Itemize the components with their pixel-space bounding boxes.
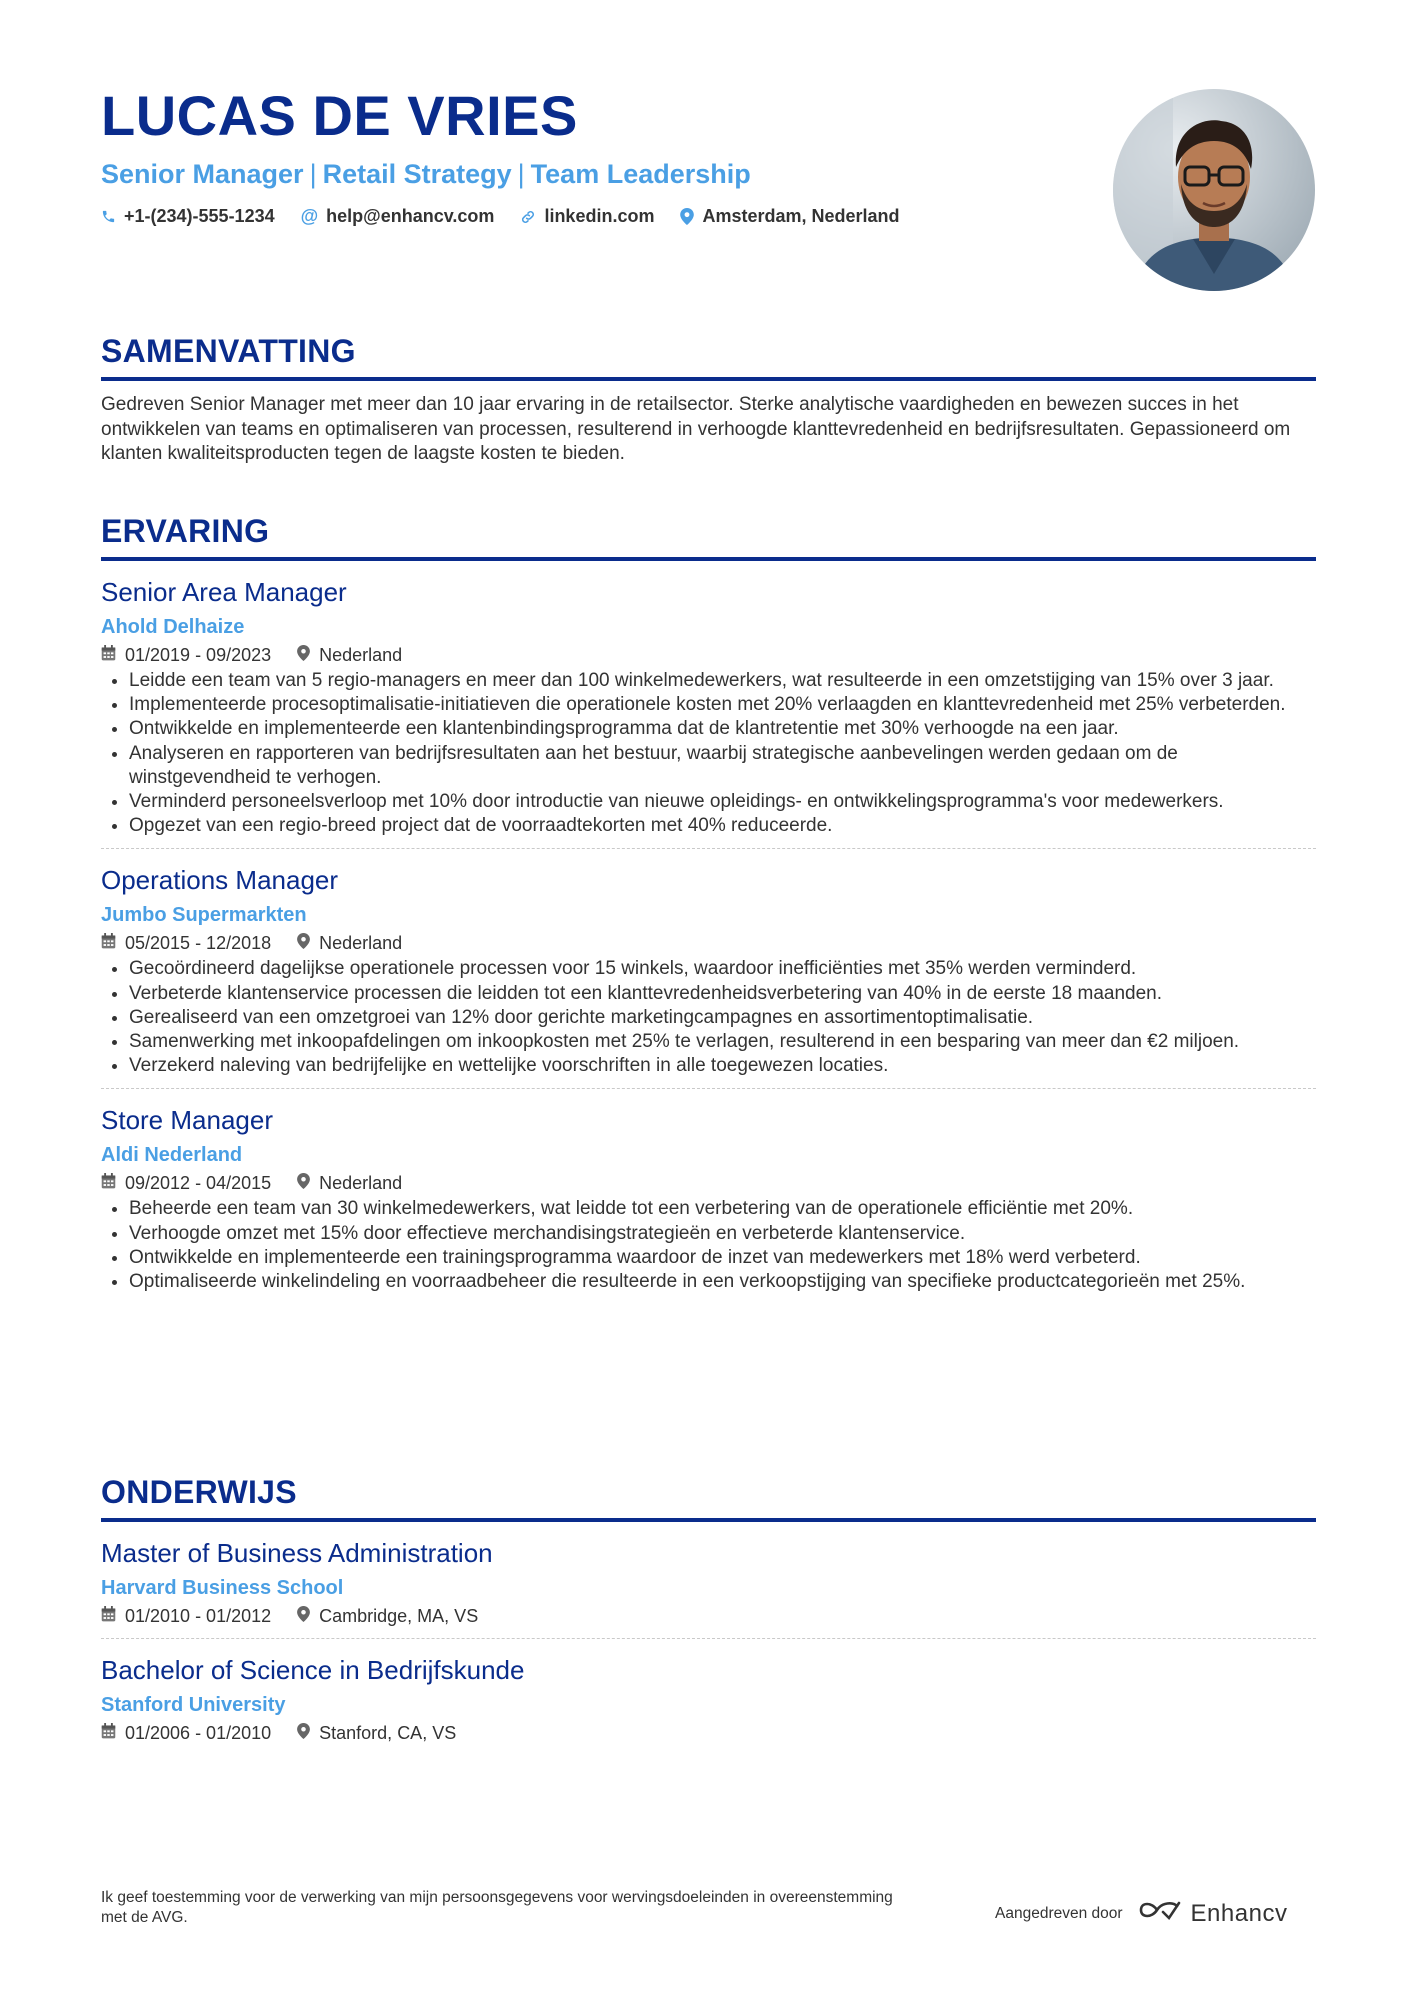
experience-entry: [101, 575, 1316, 849]
location-pin-icon: [297, 643, 310, 667]
location-text: Nederland: [319, 645, 403, 665]
powered-by[interactable]: [995, 1899, 1287, 1928]
section-divider: [101, 557, 1316, 561]
location-pin-icon: [297, 931, 310, 955]
headline-item: Senior Manager: [101, 159, 304, 189]
calendar-icon: [101, 1171, 116, 1195]
contact-row: [101, 206, 1081, 227]
brand-logo: [1137, 1899, 1288, 1928]
entry-location: [297, 1721, 456, 1745]
headline-item: Retail Strategy: [322, 159, 512, 189]
calendar-icon: [101, 643, 116, 667]
school-name: Harvard Business School: [101, 1577, 344, 1599]
list-item: • Ontwikkelde en implementeerde een trainingsprogramma waardoor de inzet van medewerkers met 18% werd verbeterd.: [129, 1246, 1316, 1270]
section-divider: [101, 1518, 1316, 1522]
list-item: • Verzekerd naleving van bedrijfelijke en wettelijke voorschriften in alle toegewezen locaties.: [129, 1054, 1316, 1078]
location-pin-icon: [680, 208, 694, 225]
calendar-icon: [101, 931, 116, 955]
list-item: • Leidde een team van 5 regio-managers en meer dan 100 winkelmedewerkers, wat resulteerde in een omzetstijging van 15% over 3 jaar.: [129, 669, 1316, 693]
entry-divider: [101, 1638, 1316, 1639]
location-text: Nederland: [319, 933, 403, 954]
date-text: 09/2012 - 04/2015: [125, 1173, 272, 1194]
date-range: [101, 1171, 271, 1195]
entry-divider: [101, 1088, 1316, 1089]
entry-location: [297, 931, 402, 955]
list-item: • Samenwerking met inkoopafdelingen om inkoopkosten met 25% te verlagen, resulterend in een besparing van meer dan €2 miljoen.: [129, 1030, 1316, 1054]
contact-location: [680, 206, 899, 227]
date-range: [101, 1721, 271, 1745]
consent-notice: Ik geef toestemming voor de verwerking van mijn persoonsgegevens voor wervingsdoeleinden in overeenstemming met de AVG.: [101, 1889, 893, 1926]
achievement-list: [101, 669, 1316, 838]
list-item: • Analyseren en rapporteren van bedrijfsresultaten aan het bestuur, waarbij strategische aanbevelingen werden gedaan om de winstgevendheid te verhogen.: [129, 742, 1316, 790]
phone-icon: [101, 209, 116, 224]
location-pin-icon: [297, 1171, 310, 1195]
section-divider: [101, 377, 1316, 381]
at-icon: @: [300, 206, 319, 226]
section-title: ERVARING: [101, 513, 270, 549]
powered-by-label: Aangedreven door: [995, 1904, 1123, 1922]
entry-location: [297, 643, 402, 667]
resume-header: [101, 82, 1081, 227]
entry-location: [297, 1604, 478, 1628]
list-item: • Optimaliseerde winkelindeling en voorraadbeheer die resulteerde in een verkoopstijging van specifieke productcategorieën met 25%.: [129, 1270, 1316, 1294]
location-pin-icon: [297, 1721, 310, 1745]
achievement-list: [101, 957, 1316, 1078]
entry-meta: [101, 643, 1316, 667]
contact-email[interactable]: [301, 206, 495, 227]
degree-title: Bachelor of Science in Bedrijfskunde: [101, 1655, 525, 1685]
calendar-icon: [101, 1721, 116, 1745]
date-text: 05/2015 - 12/2018: [125, 933, 272, 954]
entry-meta: [101, 1604, 1316, 1628]
entry-meta: [101, 1721, 1316, 1745]
education-entry: [101, 1653, 1316, 1745]
location-text: Nederland: [319, 1173, 403, 1194]
date-text: 01/2010 - 01/2012: [125, 1606, 272, 1626]
profile-photo: [1113, 89, 1315, 291]
job-title: Operations Manager: [101, 865, 339, 896]
job-title: Senior Area Manager: [101, 577, 347, 607]
infinity-icon: [1137, 1899, 1183, 1928]
entry-location: [297, 1171, 402, 1195]
link-icon: [520, 209, 536, 225]
date-text: 01/2006 - 01/2010: [125, 1723, 272, 1743]
location-text: Amsterdam, Nederland: [702, 206, 900, 226]
candidate-name: LUCAS DE VRIES: [101, 84, 578, 147]
location-text: Cambridge, MA, VS: [319, 1606, 479, 1626]
contact-linkedin[interactable]: [520, 206, 654, 227]
education-entry: [101, 1536, 1316, 1639]
section-title: ONDERWIJS: [101, 1474, 297, 1510]
location-pin-icon: [297, 1604, 310, 1628]
headline: [101, 156, 1081, 192]
list-item: • Beheerde een team van 30 winkelmedewerkers, wat leidde tot een verbetering van de operationele efficiëntie met 20%.: [129, 1197, 1316, 1221]
list-item: • Ontwikkelde en implementeerde een klantenbindingsprogramma dat de klantretentie met 30% verhoogde na een jaar.: [129, 717, 1316, 741]
list-item: • Verminderd personeelsverloop met 10% door introductie van nieuwe opleidings- en ontwikkelingsprogramma's voor medewerkers.: [129, 790, 1316, 814]
location-text: Stanford, CA, VS: [319, 1723, 457, 1743]
entry-divider: [101, 848, 1316, 849]
contact-phone[interactable]: [101, 206, 275, 227]
calendar-icon: [101, 1604, 116, 1628]
date-text: 01/2019 - 09/2023: [125, 645, 272, 665]
phone-text: +1-(234)-555-1234: [124, 206, 275, 226]
date-range: [101, 643, 271, 667]
headline-separator: |: [517, 159, 525, 189]
summary-text: Gedreven Senior Manager met meer dan 10 jaar ervaring in de retailsector. Sterke analytische vaardigheden en bewezen succes in het ontwikkelen van teams en optimaliseren van processen, resulterend in verhoogde klanttevredenheid en bedrijfsresultaten. Gepassioneerd om klanten kwaliteitsproducten tegen de laagste kosten te bieden.: [101, 394, 1291, 464]
education-section: [101, 1472, 1316, 1745]
list-item: • Opgezet van een regio-breed project dat de voorraadtekorten met 40% reduceerde.: [129, 814, 1316, 838]
company-name: Jumbo Supermarkten: [101, 904, 307, 927]
headline-separator: |: [309, 159, 317, 189]
experience-entry: [101, 1103, 1316, 1294]
list-item: • Verbeterde klantenservice processen die leidden tot een klanttevredenheidsverbetering van 40% in de eerste 18 maanden.: [129, 982, 1316, 1006]
list-item: • Verhoogde omzet met 15% door effectieve merchandisingstrategieën en verbeterde klantenservice.: [129, 1222, 1316, 1246]
list-item: • Gecoördineerd dagelijkse operationele processen voor 15 winkels, waardoor inefficiënties met 35% werden verminderd.: [129, 957, 1316, 981]
date-range: [101, 931, 271, 955]
brand-name: Enhancv: [1190, 1899, 1288, 1927]
company-name: Aldi Nederland: [101, 1144, 243, 1167]
section-title: SAMENVATTING: [101, 333, 356, 369]
experience-entry: [101, 863, 1316, 1089]
linkedin-text: linkedin.com: [544, 206, 655, 226]
entry-meta: [101, 1171, 1316, 1195]
degree-title: Master of Business Administration: [101, 1538, 493, 1568]
date-range: [101, 1604, 271, 1628]
entry-meta: [101, 931, 1316, 955]
school-name: Stanford University: [101, 1694, 286, 1716]
list-item: • Implementeerde procesoptimalisatie-initiatieven die operationele kosten met 20% verlaagden en klanttevredenheid met 25% verbeterden.: [129, 693, 1316, 717]
email-text: help@enhancv.com: [326, 206, 495, 226]
list-item: • Gerealiseerd van een omzetgroei van 12% door gerichte marketingcampagnes en assortimentoptimalisatie.: [129, 1006, 1316, 1030]
company-name: Ahold Delhaize: [101, 616, 245, 638]
summary-section: [101, 331, 1316, 467]
experience-section: [101, 511, 1316, 1294]
achievement-list: [101, 1197, 1316, 1294]
headline-item: Team Leadership: [530, 159, 751, 189]
job-title: Store Manager: [101, 1105, 273, 1136]
